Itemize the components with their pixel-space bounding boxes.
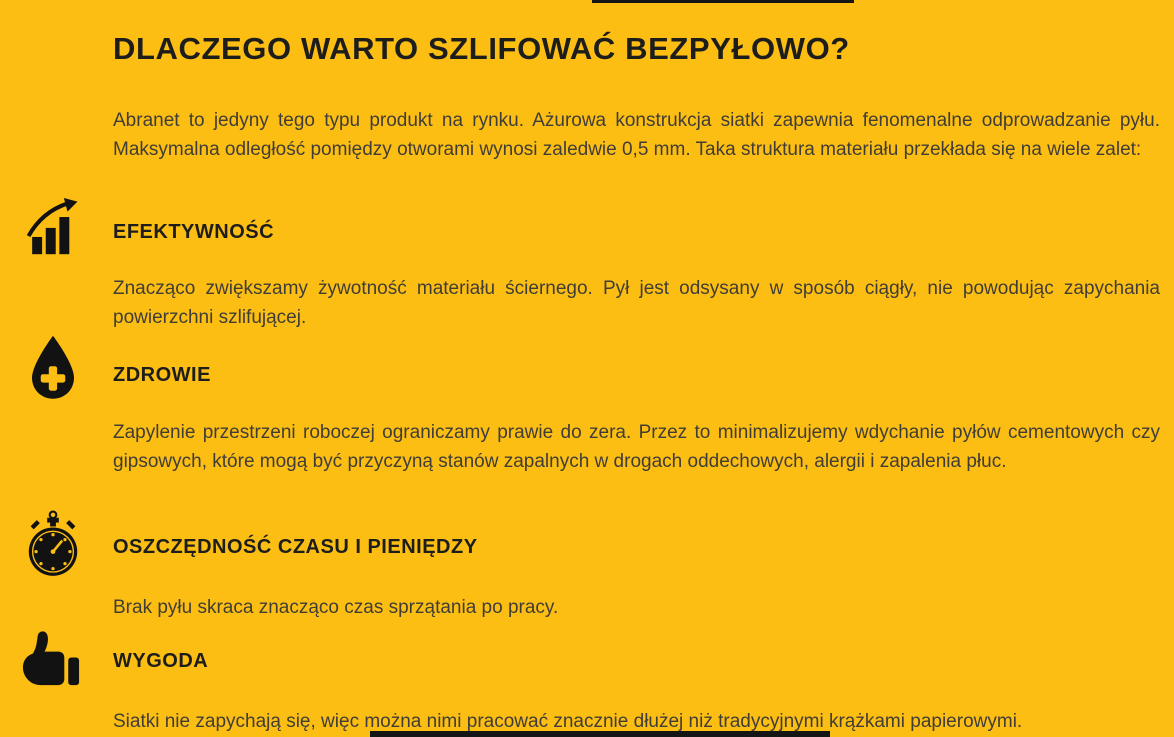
section-title: DLACZEGO WARTO SZLIFOWAĆ BEZPYŁOWO? (113, 30, 850, 66)
benefit-title-zdrowie: ZDROWIE (113, 364, 211, 386)
top-edge-fragment (592, 0, 854, 3)
benefit-text-efektywnosc: Znacząco zwiększamy żywotność materiału ściernego. Pył jest odsysany w sposób ciągły, nie powodując zapychania powierzchni szlifującej. (113, 278, 1160, 328)
benefit-title-efektywnosc: EFEKTYWNOŚĆ (113, 221, 275, 243)
medical-drop-icon (25, 334, 81, 401)
benefit-title-wygoda: WYGODA (113, 650, 209, 672)
growth-chart-icon (24, 198, 82, 256)
thumbs-up-icon (20, 627, 83, 690)
stopwatch-icon (22, 510, 84, 578)
benefit-title-oszczednosc: OSZCZĘDNOŚĆ CZASU I PIENIĘDZY (113, 536, 478, 558)
intro-paragraph: Abranet to jedyny tego typu produkt na rynku. Ażurowa konstrukcja siatki zapewnia fenomenalne odprowadzanie pyłu. Maksymalna odległość pomiędzy otworami wynosi zaledwie 0,5 mm. Taka struktura materiału przekłada się na wiele zalet: (113, 110, 1160, 160)
benefit-text-wygoda: Siatki nie zapychają się, więc można nimi pracować znacznie dłużej niż tradycyjnymi krążkami papierowymi. (113, 711, 1023, 732)
benefit-text-oszczednosc: Brak pyłu skraca znacząco czas sprzątania po pracy. (113, 597, 559, 618)
benefit-text-zdrowie: Zapylenie przestrzeni roboczej ograniczamy prawie do zera. Przez to minimalizujemy wdychanie pyłów cementowych czy gipsowych, które mogą być przyczyną stanów zapalnych w drogach oddechowych, alergii i zapalenia płuc. (113, 422, 1160, 472)
